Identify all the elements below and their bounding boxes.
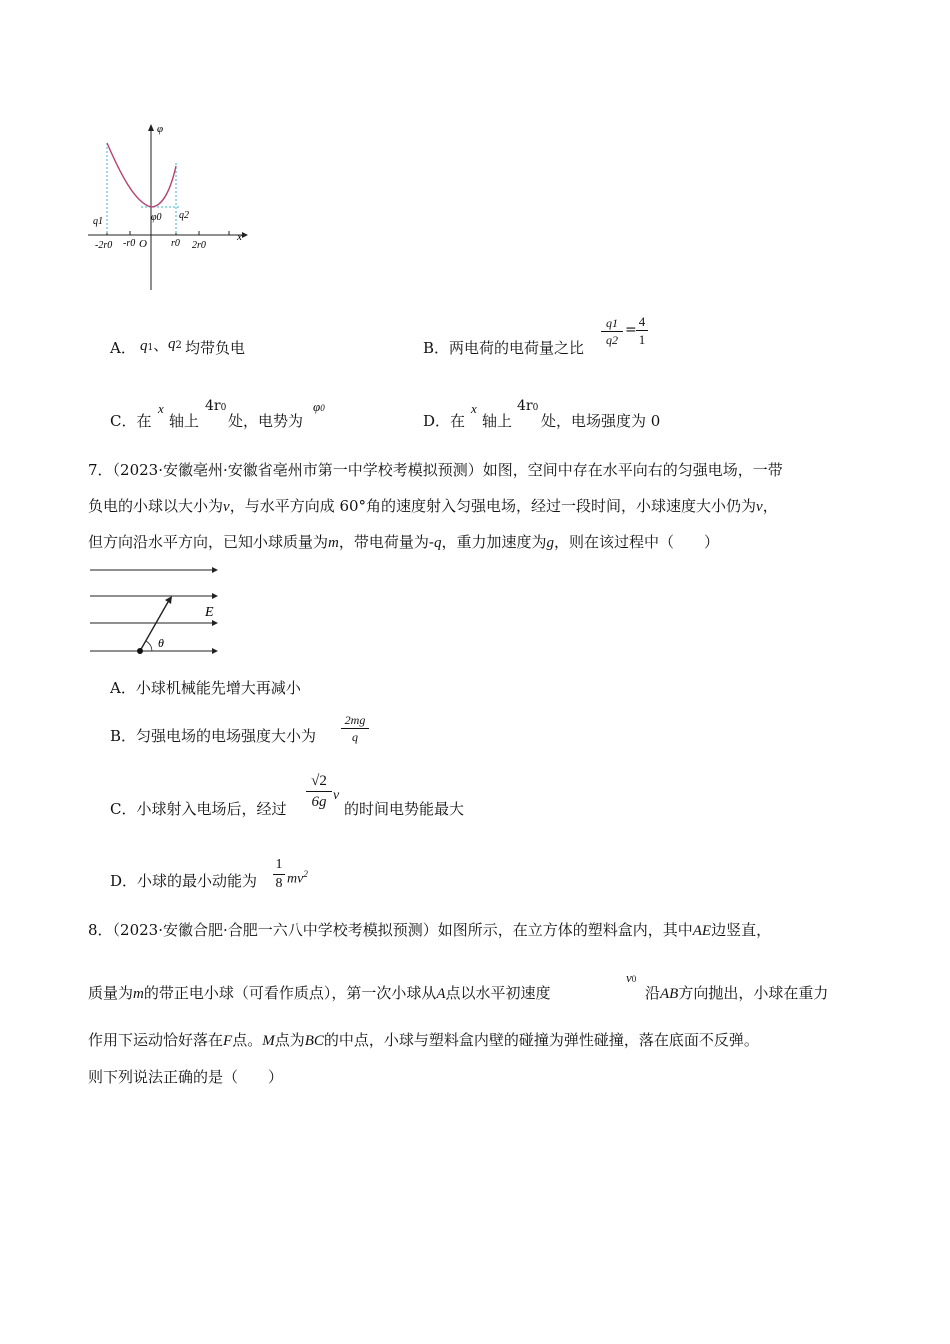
q7-option-c-v: v xyxy=(333,788,340,803)
angle-label-theta: θ xyxy=(158,636,164,650)
option-c-x: x xyxy=(158,401,164,416)
option-d-value: 4r0 xyxy=(517,398,539,414)
option-a-text: 均带负电 xyxy=(185,339,246,357)
option-d-axis: 轴上 xyxy=(482,412,513,430)
q8-line-3: 作用下运动恰好落在F点。M点为BC的中点，小球与塑料盒内壁的碰撞为弹性碰撞，落在底面不反弹。 xyxy=(88,1031,759,1049)
x-axis-arrow xyxy=(242,232,248,238)
x-axis-label: x xyxy=(237,231,242,243)
option-c-phi: φ0 xyxy=(313,399,325,414)
q7-option-a[interactable]: A．小球机械能先增大再减小 xyxy=(110,679,301,697)
q7-option-c[interactable]: C．小球射入电场后，经过 xyxy=(110,800,287,818)
option-a-q1: q1、 xyxy=(140,336,169,354)
tick-label-origin: O xyxy=(139,238,147,250)
q8-v0: v0 xyxy=(626,970,637,985)
q7-option-b[interactable]: B．匀强电场的电场强度大小为 xyxy=(110,727,317,745)
q7-line-2: 负电的小球以大小为v，与水平方向成 60°角的速度射入匀强电场，经过一段时间，小球速度大小仍为v， xyxy=(88,497,778,515)
q7-option-c-text: 的时间电势能最大 xyxy=(344,800,465,818)
angle-arc xyxy=(146,641,152,651)
q2-label: q2 xyxy=(179,210,189,221)
option-c-prefix: C． xyxy=(110,412,137,430)
option-b-fraction-ratio: $\frac{4}{1}$ xyxy=(636,313,648,348)
field-label-e: E xyxy=(205,605,214,620)
option-c-axis: 轴上 xyxy=(169,412,200,430)
q7-option-d-mv: $mv^2$ xyxy=(287,869,308,887)
option-d-prefix: D． xyxy=(423,412,451,430)
tick-label-negr0: -r0 xyxy=(123,238,136,249)
q7-option-c-fraction: $\frac{√2}{6g}$ xyxy=(306,771,332,812)
option-c-value: 4r0 xyxy=(205,398,227,414)
tick-label-2r0: 2r0 xyxy=(192,240,206,251)
q7-option-b-fraction: $\frac{2mg}{q}$ xyxy=(341,712,369,745)
option-b-text: 两电荷的电荷量之比 xyxy=(449,339,585,357)
q7-option-d-fraction: $\frac{1}{8}$ xyxy=(273,856,285,893)
q8-line-1: 8．（2023·安徽合肥·合肥一六八中学校考模拟预测）如图所示，在立方体的塑料盒内，其中AE边竖直， xyxy=(88,921,772,939)
q8-line-4: 则下列说法正确的是（ ） xyxy=(88,1068,284,1086)
q6-option-b[interactable] xyxy=(423,338,584,358)
ball xyxy=(137,648,143,654)
option-d-x: x xyxy=(471,401,477,416)
potential-curve xyxy=(107,143,176,207)
q6-option-c[interactable]: C．在 xyxy=(110,412,152,430)
electric-field-figure xyxy=(88,562,228,662)
option-a-q2: q2 xyxy=(168,336,182,352)
option-a-prefix: A． xyxy=(110,339,136,357)
option-b-equals: = xyxy=(625,322,637,338)
phi0-label: φ0 xyxy=(151,212,162,223)
q6-option-a[interactable] xyxy=(110,338,136,358)
q8-line-2-end: 沿AB方向抛出，小球在重力 xyxy=(645,984,829,1002)
y-axis-label: φ xyxy=(157,123,164,135)
potential-graph xyxy=(85,118,255,298)
option-b-fraction-q: $\frac{q1}{q2}$ xyxy=(601,315,623,348)
q7-option-d[interactable]: D．小球的最小动能为 xyxy=(110,872,258,890)
option-d-text: 处，电场强度为 0 xyxy=(541,412,661,430)
tick-label-r0: r0 xyxy=(171,238,180,249)
option-c-text: 处，电势为 xyxy=(228,412,304,430)
tick-label-neg2r0: -2r0 xyxy=(95,240,113,251)
q7-line-3: 但方向沿水平方向，已知小球质量为m，带电荷量为-q，重力加速度为g，则在该过程中（ ） xyxy=(88,533,719,551)
q7-line-1: 7．（2023·安徽亳州·安徽省亳州市第一中学校考模拟预测）如图，空间中存在水平向右的匀强电场，一带 xyxy=(88,461,783,479)
q8-line-2: 质量为m的带正电小球（可看作质点），第一次小球从A点以水平初速度 xyxy=(88,984,551,1002)
option-b-prefix: B． xyxy=(423,339,450,357)
q1-label: q1 xyxy=(93,216,103,227)
y-axis-arrow xyxy=(148,124,154,131)
q6-option-d[interactable]: D．在 xyxy=(423,412,466,430)
